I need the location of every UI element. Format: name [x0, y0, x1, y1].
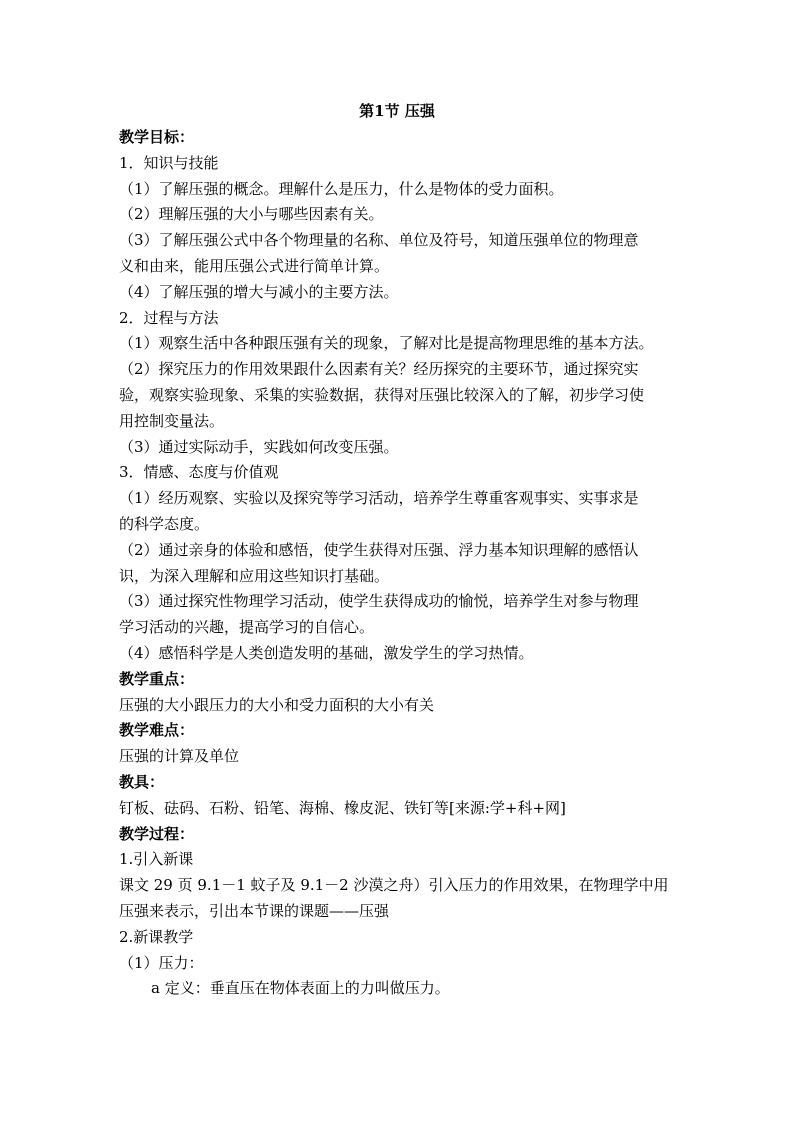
document-body: [119, 125, 679, 1002]
paragraph-line: （1）了解压强的概念。理解什么是压力，什么是物体的受力面积。: [119, 179, 564, 198]
paragraph-line: 1．知识与技能: [119, 153, 219, 172]
paragraph-line: 2．过程与方法: [119, 308, 219, 327]
section-heading: 教学重点：: [119, 669, 195, 688]
paragraph-line: 3．情感、态度与价值观: [119, 463, 279, 482]
section-heading: 教学难点：: [119, 721, 195, 740]
paragraph-line: （3）了解压强公式中各个物理量的名称、单位及符号，知道压强单位的物理意: [119, 231, 639, 250]
section-heading: 教具：: [119, 772, 165, 791]
paragraph-line: （4）了解压强的增大与减小的主要方法。: [119, 282, 399, 301]
paragraph-line: 压强的大小跟压力的大小和受力面积的大小有关: [119, 695, 435, 714]
paragraph-line: （1）经历观察、实验以及探究等学习活动，培养学生尊重客观事实、实事求是: [119, 489, 639, 508]
paragraph-line: （1）观察生活中各种跟压强有关的现象，了解对比是提高物理思维的基本方法。: [119, 334, 654, 353]
paragraph-line: 压强的计算及单位: [119, 747, 240, 766]
paragraph-line: 1.引入新课: [119, 850, 194, 869]
paragraph-line: （2）理解压强的大小与哪些因素有关。: [119, 205, 384, 224]
paragraph-line: （2）探究压力的作用效果跟什么因素有关？经历探究的主要环节，通过探究实: [119, 360, 639, 379]
paragraph-line: 压强来表示，引出本节课的课题——压强: [119, 901, 390, 920]
section-heading: 教学目标：: [119, 128, 195, 146]
paragraph-line: a 定义：垂直压在物体表面上的力叫做压力。: [151, 979, 450, 998]
paragraph-line: 识，为深入理解和应用这些知识打基础。: [119, 566, 390, 585]
paragraph-line: 课文 29 页 9.1－1 蚊子及 9.1－2 沙漠之舟）引入压力的作用效果，在物理学中用: [119, 876, 669, 895]
paragraph-line: 义和由来，能用压强公式进行简单计算。: [119, 256, 390, 275]
section-heading: 教学过程：: [119, 824, 195, 843]
paragraph-line: 的科学态度。: [119, 514, 210, 533]
paragraph-line: 用控制变量法。: [119, 411, 225, 430]
paragraph-line: （1）压力：: [119, 953, 204, 972]
paragraph-line: 钉板、砝码、石粉、铅笔、海棉、橡皮泥、铁钉等[来源:学+科+网]: [119, 798, 566, 817]
page-title: 第1节 压强: [359, 102, 435, 120]
paragraph-line: （4）感悟科学是人类创造发明的基础，激发学生的学习热情。: [119, 643, 534, 662]
paragraph-line: 学习活动的兴趣，提高学习的自信心。: [119, 618, 375, 637]
paragraph-line: 验，观察实验现象、采集的实验数据，获得对压强比较深入的了解，初步学习使: [119, 385, 645, 404]
paragraph-line: （3）通过实际动手，实践如何改变压强。: [119, 437, 399, 456]
paragraph-line: 2.新课教学: [119, 927, 194, 946]
paragraph-line: （3）通过探究性物理学习活动，使学生获得成功的愉悦，培养学生对参与物理: [119, 592, 639, 611]
paragraph-line: （2）通过亲身的体验和感悟，使学生获得对压强、浮力基本知识理解的感悟认: [119, 540, 639, 559]
